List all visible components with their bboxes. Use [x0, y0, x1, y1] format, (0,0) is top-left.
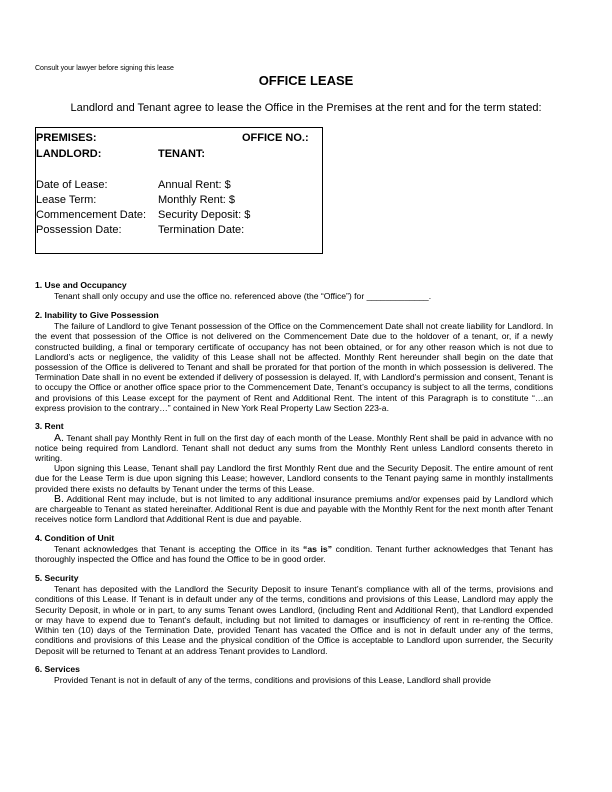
tenant-label: TENANT: [158, 148, 206, 160]
date-of-lease-label: Date of Lease: [36, 179, 108, 191]
security-deposit-label: Security Deposit: $ [158, 209, 251, 221]
lease-term-label: Lease Term: [36, 194, 97, 206]
section-security [35, 573, 553, 656]
section-text: The failure of Landlord to give Tenant possession of the Office on the Commencement Date shall not create liability for Landlord. In the event that possession of the Office is not delivered on the Commencement Date due to the holdover of a tenant, or, if a newly constructed building, a final or temporary certificate of occupancy has not been obtained, or for any other reason which is not due to Landlord’s acts or negligence, the validity of this Lease shall not be affected. Monthly Rent hereunder shall begin on the date that possession of the Office is delivered to Tenant and shall be prorated for that portion of the month in which possession is delivered. The Termination Date shall in no event be extended if delivery of possession is delayed. If, with Landlord’s permission and consent, Tenant is to occupy the Office or another office space prior to the Commencement Date, Tenant’s occupancy is subject to all the terms, conditions and provisions of this Lease except for the payment of Rent and Additional Rent. The intent of this Paragraph is to constitute “…an express provision to the contrary…” contained in New York Real Property Law Section 223-a. [35, 321, 553, 413]
condition-paragraph [35, 544, 553, 564]
section-heading: 6. Services [35, 664, 80, 675]
lease-sections [35, 280, 553, 694]
section-use-and-occupancy [35, 280, 553, 301]
section-text: condition. Tenant further acknowledges that Tenant has thoroughly inspected the Office and has found the Office to be in good order. [35, 544, 553, 565]
page-title: OFFICE LEASE [258, 73, 354, 88]
lease-details-box [35, 127, 323, 254]
office-no-label: OFFICE NO.: [242, 132, 309, 144]
possession-date-label: Possession Date: [36, 224, 122, 236]
rent-paragraph-b [35, 494, 553, 525]
section-text: Tenant has deposited with the Landlord the Security Deposit to insure Tenant’s compliance with all of the terms, provisions and conditions of this Lease. If Tenant is in default under any of the terms, conditions and provisions of this Lease, Landlord may apply the Security Deposit, in whole or in part, to any sums Tenant owes Landlord, (including Rent and Additional Rent), that Landlord expended or may have to expend due to Tenant’s default, including but not limited to damages or insufficiency of rent in re-renting the Office. Within ten (10) days of the Termination Date, provided Tenant has vacated the Office and is not in default under any of the terms, conditions and provisions of this Lease and the physical condition of the Office is acceptable to Landlord upon surrender, the Security Deposit will be returned to Tenant at an address Tenant provides to Landlord. [35, 584, 553, 656]
commencement-date-label: Commencement Date: [36, 209, 147, 221]
section-heading: 1. Use and Occupancy [35, 280, 127, 290]
termination-date-label: Termination Date: [158, 224, 245, 236]
section-text: Additional Rent may include, but is not limited to any additional insurance premiums and/or expenses paid by Landlord which are chargeable to Tenant as stated hereinafter. Additional Rent is due and payable with the Monthly Rent for the next month after Tenant receives notice form Landlord that Additional Rent is due and payable. [35, 493, 553, 525]
section-rent [35, 421, 553, 524]
subsection-letter: B. [54, 492, 64, 505]
as-is-text: “as is” [303, 544, 332, 555]
rent-paragraph-a [35, 433, 553, 464]
annual-rent-label: Annual Rent: $ [158, 179, 231, 191]
section-heading: 4. Condition of Unit [35, 532, 115, 543]
section-heading: 5. Security [35, 573, 79, 584]
section-condition-of-unit [35, 533, 553, 565]
section-text: Tenant shall only occupy and use the office no. referenced above (the “Office”) for _____________. [54, 291, 432, 302]
monthly-rent-label: Monthly Rent: $ [158, 194, 236, 206]
section-text: Upon signing this Lease, Tenant shall pay Landlord the first Monthly Rent due and the Security Deposit. The entire amount of rent due for the Lease Term is due upon signing this Lease; however, Landlord consents to the Tenant paying same in monthly installments provided there exists no defaults by Tenant under the terms of this Lease. [35, 463, 553, 494]
section-heading: 2. Inability to Give Possession [35, 309, 159, 320]
subsection-letter: A. [54, 431, 64, 444]
landlord-label: LANDLORD: [36, 148, 102, 160]
lawyer-note: Consult your lawyer before signing this lease [35, 65, 174, 72]
section-heading: 3. Rent [35, 421, 64, 432]
intro-text: Landlord and Tenant agree to lease the Office in the Premises at the rent and for the term stated: [70, 102, 542, 114]
section-text: Provided Tenant is not in default of any of the terms, conditions and provisions of this Lease, Landlord shall provide [54, 675, 491, 686]
section-text: Tenant acknowledges that Tenant is accepting the Office in its [54, 544, 304, 555]
section-services [35, 664, 553, 685]
premises-label: PREMISES: [36, 132, 97, 144]
section-text: Tenant shall pay Monthly Rent in full on the first day of each month of the Lease. Monthly Rent shall be paid in advance with no notice being required from Landlord. Tenant shall not deduct any sums from the Monthly Rent unless Landlord consents thereto in writing. [35, 432, 553, 464]
section-inability-to-give-possession [35, 310, 553, 413]
